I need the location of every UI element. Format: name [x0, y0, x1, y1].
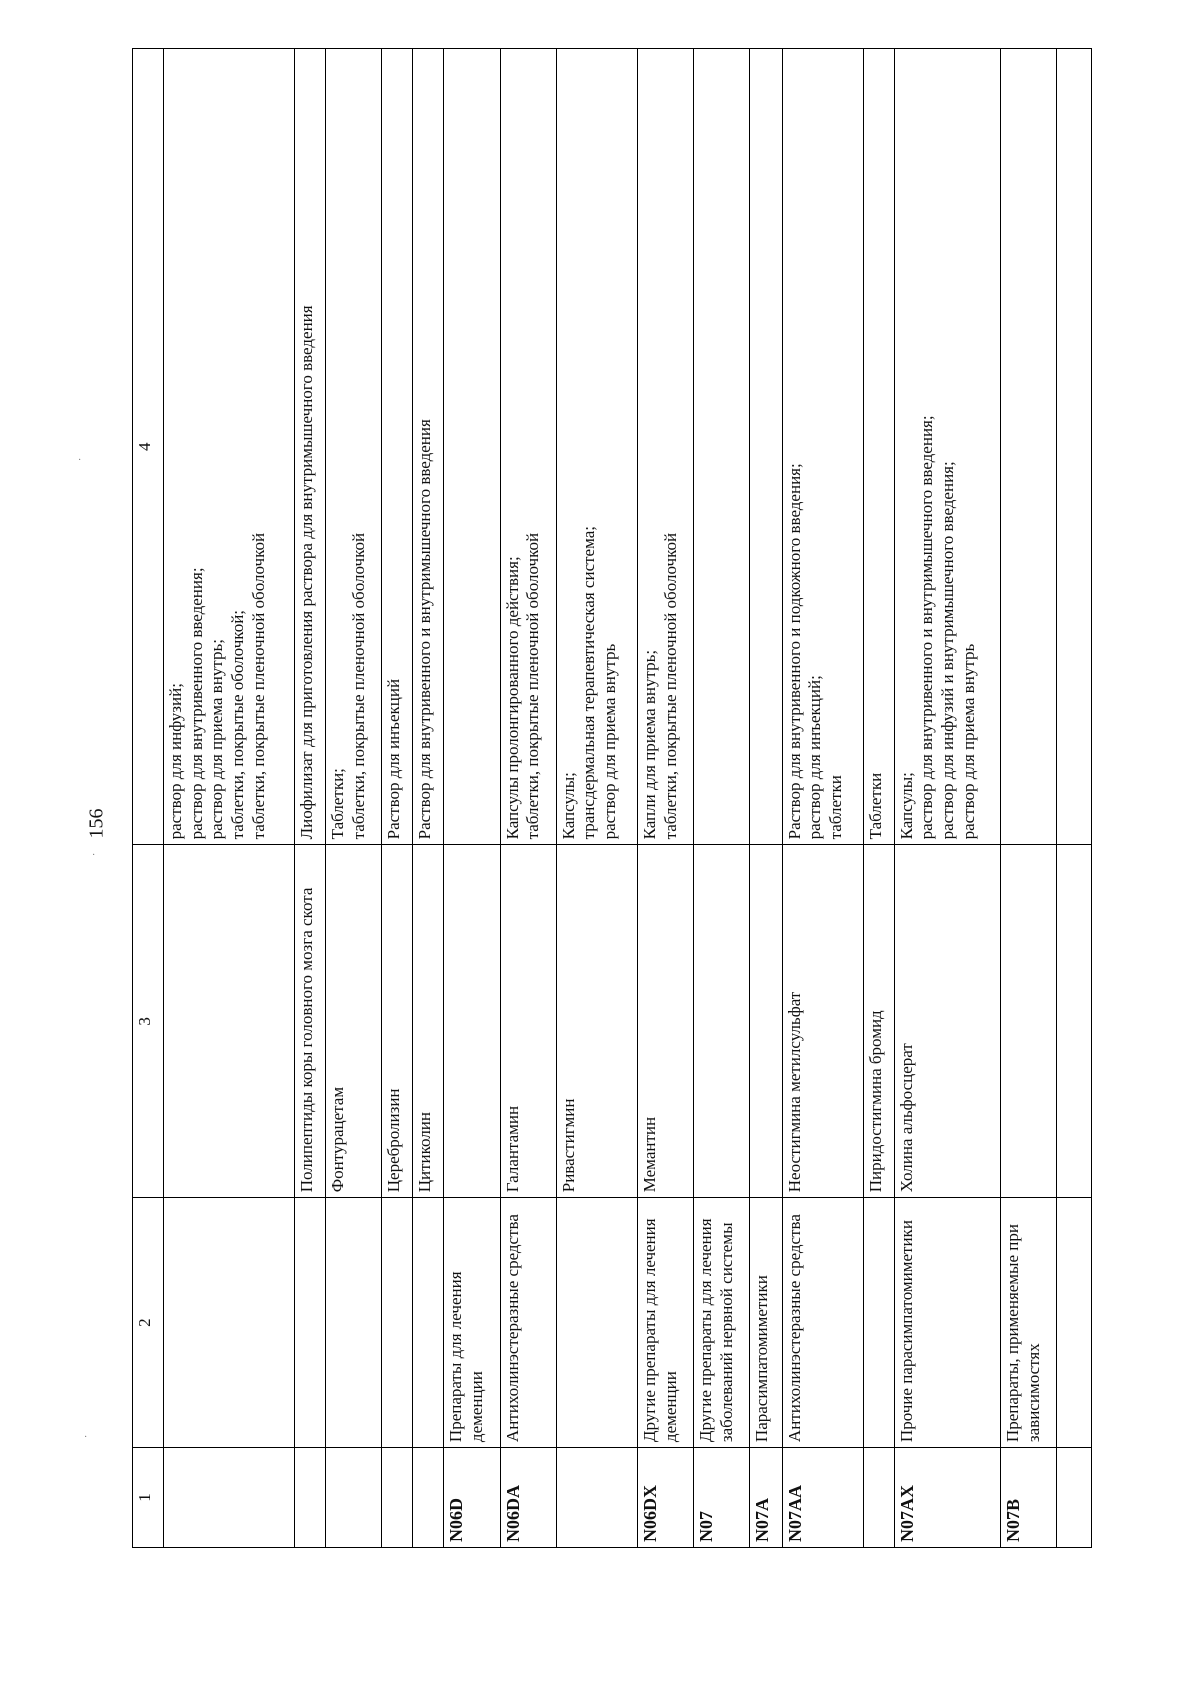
drug-name-cell [1000, 845, 1056, 1198]
table-row [164, 49, 295, 1548]
dosage-forms-cell [749, 49, 782, 845]
header-row [133, 49, 164, 1548]
drug-name-cell: Мемантин [637, 845, 693, 1198]
dosage-forms-cell [693, 49, 749, 845]
group-name-cell: Антихолинэстеразные средства [500, 1198, 556, 1448]
dosage-form-line: таблетки, покрытые пленочной оболочкой [348, 532, 368, 840]
atc-code-cell: N07AX [894, 1448, 1000, 1548]
dosage-form-line: Капсулы; [558, 772, 578, 840]
atc-code-cell: N07A [749, 1448, 782, 1548]
dosage-form-line: раствор для инфузий; [166, 683, 185, 840]
dosage-form-line: таблетки, покрытые пленочной оболочкой [248, 532, 268, 840]
dosage-form-line: раствор для внутривенного и внутримышечного введения; [917, 415, 937, 840]
table-row [326, 49, 382, 1548]
atc-code-cell: N06DX [637, 1448, 693, 1548]
group-name-cell [326, 1198, 382, 1448]
drug-name-cell: Цитиколин [413, 845, 444, 1198]
table-row [693, 49, 749, 1548]
table-row [382, 49, 413, 1548]
dosage-form-line: Капсулы пролонгированного действия; [502, 556, 522, 840]
atc-code-cell [164, 1448, 295, 1548]
drug-name-cell [749, 845, 782, 1198]
atc-code-cell: N06D [444, 1448, 500, 1548]
group-name-cell [863, 1198, 894, 1448]
dosage-form-line: Таблетки; [328, 768, 348, 840]
dosage-forms-cell [413, 49, 444, 845]
table-row [637, 49, 693, 1548]
group-name-cell: Прочие парасимпатомиметики [894, 1198, 1000, 1448]
dosage-forms-cell [295, 49, 326, 845]
page-number: 156 [85, 808, 108, 839]
header-cell: 4 [133, 49, 164, 845]
group-name-cell: Другие препараты для лечения деменции [637, 1198, 693, 1448]
group-name-cell: Препараты, применяемые при зависимостях [1000, 1198, 1056, 1448]
header-cell: 3 [133, 845, 164, 1198]
atc-code-cell [326, 1448, 382, 1548]
group-name-cell [164, 1198, 295, 1448]
dosage-forms-cell [1000, 49, 1056, 845]
drug-name-cell: Галантамин [500, 845, 556, 1198]
dosage-form-line: таблетки, покрытые пленочной оболочкой [660, 532, 680, 840]
drug-name-cell: Ривастигмин [556, 845, 637, 1198]
dosage-form-line: раствор для инъекций; [805, 675, 825, 840]
dosage-form-line: таблетки [825, 775, 845, 840]
dosage-forms-cell [500, 49, 556, 845]
dosage-form-line: раствор для инфузий и внутримышечного введения; [938, 461, 958, 840]
table-row [749, 49, 782, 1548]
atc-code-cell [382, 1448, 413, 1548]
table-row [444, 49, 500, 1548]
dosage-form-line: раствор для приема внутрь; [207, 639, 227, 840]
drug-name-cell [693, 845, 749, 1198]
table-row [413, 49, 444, 1548]
header-cell: 1 [133, 1448, 164, 1548]
dosage-form-line: таблетки, покрытые пленочной оболочкой [523, 532, 543, 840]
empty-cell [1057, 1448, 1092, 1548]
dosage-form-line: Капли для приема внутрь; [639, 649, 659, 840]
dosage-form-line: Таблетки [865, 772, 885, 840]
table-row [782, 49, 863, 1548]
drug-name-cell: Пиридостигмина бромид [863, 845, 894, 1198]
scan-dust-mark: · [92, 850, 96, 861]
empty-cell [1057, 845, 1092, 1198]
dosage-forms-cell [863, 49, 894, 845]
atc-code-cell: N07 [693, 1448, 749, 1548]
group-name-cell [413, 1198, 444, 1448]
drug-name-cell: Фонтурацетам [326, 845, 382, 1198]
empty-cell [1057, 49, 1092, 845]
medication-table [132, 48, 1092, 1548]
group-name-cell [556, 1198, 637, 1448]
dosage-forms-cell [444, 49, 500, 845]
dosage-form-line: трансдермальная терапевтическая система; [579, 526, 599, 840]
atc-code-cell: N07AA [782, 1448, 863, 1548]
dosage-forms-cell [556, 49, 637, 845]
scan-dust-mark: · [78, 455, 82, 466]
scan-dust-mark: · [84, 1432, 88, 1443]
group-name-cell: Парасимпатомиметики [749, 1198, 782, 1448]
atc-code-cell [863, 1448, 894, 1548]
atc-code-cell: N07B [1000, 1448, 1056, 1548]
drug-name-cell: Холина альфосцерат [894, 845, 1000, 1198]
group-name-cell [382, 1198, 413, 1448]
dosage-form-line: раствор для внутривенного введения; [186, 567, 206, 840]
drug-name-cell: Неостигмина метилсульфат [782, 845, 863, 1198]
atc-code-cell [556, 1448, 637, 1548]
dosage-form-line: раствор для приема внутрь [600, 643, 620, 840]
dosage-form-line: таблетки, покрытые оболочкой; [228, 609, 248, 840]
group-name-cell: Препараты для лечения деменции [444, 1198, 500, 1448]
table-row [1000, 49, 1056, 1548]
dosage-forms-cell [894, 49, 1000, 845]
dosage-form-line: Раствор для внутривенного и внутримышечного введения [415, 419, 435, 840]
dosage-form-line: Раствор для внутривенного и подкожного введения; [784, 463, 804, 840]
drug-name-cell [444, 845, 500, 1198]
table-row [556, 49, 637, 1548]
dosage-forms-cell [326, 49, 382, 845]
drug-name-cell: Церебролизин [382, 845, 413, 1198]
atc-code-cell: N06DA [500, 1448, 556, 1548]
dosage-form-line: Капсулы; [896, 772, 916, 840]
continuation-row [1057, 49, 1092, 1548]
dosage-forms-cell [782, 49, 863, 845]
group-name-cell [295, 1198, 326, 1448]
dosage-form-line: Лиофилизат для приготовления раствора для внутримышечного введения [297, 305, 317, 840]
header-cell: 2 [133, 1198, 164, 1448]
table-row [863, 49, 894, 1548]
drug-name-cell [164, 845, 295, 1198]
table-row [295, 49, 326, 1548]
table-row [894, 49, 1000, 1548]
empty-cell [1057, 1198, 1092, 1448]
dosage-forms-cell [637, 49, 693, 845]
drug-name-cell: Полипептиды коры головного мозга скота [295, 845, 326, 1198]
atc-code-cell [413, 1448, 444, 1548]
dosage-forms-cell [164, 49, 295, 845]
dosage-forms-cell [382, 49, 413, 845]
group-name-cell: Антихолинэстеразные средства [782, 1198, 863, 1448]
atc-code-cell [295, 1448, 326, 1548]
group-name-cell: Другие препараты для лечения заболеваний нервной системы [693, 1198, 749, 1448]
dosage-form-line: раствор для приема внутрь [958, 643, 978, 840]
table-frame [132, 48, 1092, 1548]
table-row [500, 49, 556, 1548]
dosage-form-line: Раствор для инъекций [384, 678, 404, 840]
